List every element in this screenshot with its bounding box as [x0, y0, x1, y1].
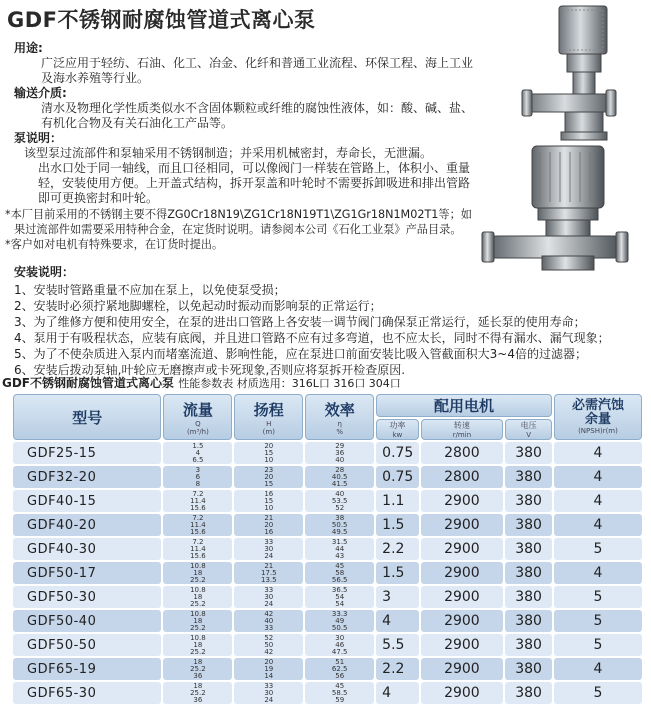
- speed-cell: 2800: [421, 466, 504, 488]
- table-row: [13, 466, 642, 488]
- model-cell: GDF65-30: [13, 682, 161, 704]
- power-cell: 1.5: [376, 514, 418, 536]
- uses-heading: 用途:: [14, 41, 43, 55]
- speed-cell: 2900: [421, 610, 504, 632]
- voltage-cell: 380: [505, 514, 552, 536]
- voltage-cell: 380: [505, 538, 552, 560]
- voltage-cell: 380: [505, 562, 552, 584]
- eff-cell: 28 40.5 41.5: [305, 466, 374, 488]
- head-cell: 33 30 24: [234, 586, 303, 608]
- power-cell: 4: [376, 610, 418, 632]
- uses-line: 及海水养殖等行业。: [41, 71, 150, 85]
- flow-cell: 7.2 11.4 15.6: [163, 490, 232, 512]
- npsh-cell: 5: [554, 682, 642, 704]
- pump-image-bottom: [480, 144, 630, 272]
- model-cell: GDF50-40: [13, 610, 161, 632]
- power-cell: 4: [376, 682, 418, 704]
- model-cell: GDF50-50: [13, 634, 161, 656]
- eff-cell: 31.5 44 43: [305, 538, 374, 560]
- install-item: 1、安装时管路重量不应加在泵上，以免使泵受损；: [14, 283, 286, 297]
- flow-cell: 10.8 18 25.2: [163, 634, 232, 656]
- table-row: [13, 658, 642, 680]
- header-model: 型号: [13, 394, 161, 440]
- install-item: 4、泵用于有吸程状态，应装有底阀，并且进口管路不应有过多弯道，也不应太长，同时不得有漏水、漏气现象；: [14, 331, 610, 345]
- speed-cell: 2900: [421, 586, 504, 608]
- flow-cell: 7.2 11.4 15.6: [163, 538, 232, 560]
- head-cell: 21 17.5 13.5: [234, 562, 303, 584]
- voltage-cell: 380: [505, 490, 552, 512]
- desc-line: 出水口处于同一轴线，而且口径相同，可以像阀门一样装在管路上，体积小、重量: [38, 161, 471, 175]
- model-cell: GDF40-20: [13, 514, 161, 536]
- install-item: 6、安装后拨动泵轴,叶轮应无磨擦声或卡死现象,否则应将泵拆开检查原因.: [14, 363, 406, 377]
- power-cell: 0.75: [376, 442, 418, 464]
- head-cell: 33 30 24: [234, 682, 303, 704]
- media-line: 清水及物理化学性质类似水不含固体颗粒或纤维的腐蚀性液体，如：酸、碱、盐、: [41, 101, 474, 115]
- table-row: [13, 442, 642, 464]
- head-cell: 33 30 24: [234, 538, 303, 560]
- flow-cell: 7.2 11.4 15.6: [163, 514, 232, 536]
- table-title: [2, 374, 401, 391]
- header-motor: 配用电机: [376, 394, 552, 417]
- voltage-cell: 380: [505, 682, 552, 704]
- head-cell: 20 15 10: [234, 442, 303, 464]
- model-cell: GDF65-19: [13, 658, 161, 680]
- header-npsh: 必需汽蚀 余量 (NPSH)r(m): [554, 394, 642, 440]
- table-row: [13, 586, 642, 608]
- install-item: 5、为了不使杂质进入泵内而堵塞流道、影响性能，应在泵进口前面安装比吸入管截面积大3~4倍的过滤器；: [14, 347, 587, 361]
- power-cell: 3: [376, 586, 418, 608]
- npsh-cell: 5: [554, 634, 642, 656]
- npsh-cell: 5: [554, 586, 642, 608]
- flow-cell: 3 6 8: [163, 466, 232, 488]
- install-heading: 安装说明：: [14, 265, 75, 279]
- flow-cell: 18 25.2 36: [163, 658, 232, 680]
- head-cell: 16 15 10: [234, 490, 303, 512]
- npsh-cell: 4: [554, 466, 642, 488]
- model-cell: GDF32-20: [13, 466, 161, 488]
- speed-cell: 2800: [421, 442, 504, 464]
- flow-cell: 10.8 18 25.2: [163, 586, 232, 608]
- power-cell: 5.5: [376, 634, 418, 656]
- table-row: [13, 634, 642, 656]
- flow-cell: 10.8 18 25.2: [163, 610, 232, 632]
- speed-cell: 2900: [421, 634, 504, 656]
- flow-cell: 1.5 4 6.5: [163, 442, 232, 464]
- eff-cell: 29 36 40: [305, 442, 374, 464]
- model-cell: GDF50-17: [13, 562, 161, 584]
- header-flow: 流量 Q (m³/h): [163, 394, 232, 440]
- header-power: 功率 kw: [376, 419, 418, 440]
- eff-cell: 38 50.5 49.5: [305, 514, 374, 536]
- power-cell: 1.1: [376, 490, 418, 512]
- voltage-cell: 380: [505, 610, 552, 632]
- note-line: *客户如对电机有特殊要求，在订货时提出。: [5, 238, 224, 251]
- eff-cell: 45 58 56.5: [305, 562, 374, 584]
- power-cell: 2.2: [376, 658, 418, 680]
- eff-cell: 45 58.5 59: [305, 682, 374, 704]
- flow-cell: 18 25.2 36: [163, 682, 232, 704]
- table-title-main: GDF不锈钢耐腐蚀管道式离心泵: [2, 376, 175, 390]
- npsh-cell: 4: [554, 490, 642, 512]
- install-item: 2、安装时必须拧紧地脚螺栓，以免起动时振动而影响泵的正常运行；: [14, 299, 382, 313]
- media-line: 有机化合物及有关石油化工产品等。: [41, 116, 234, 130]
- speed-cell: 2900: [421, 562, 504, 584]
- head-cell: 20 19 14: [234, 658, 303, 680]
- table-row: [13, 682, 642, 704]
- note-line: *本厂目前采用的不锈钢主要不得ZG0Cr18N19\ZG1Cr18N19T1\ZG1Gr18N1M02T1等；如: [5, 208, 472, 221]
- page-title: GDF不锈钢耐腐蚀管道式离心泵: [7, 8, 316, 32]
- model-cell: GDF40-30: [13, 538, 161, 560]
- power-cell: 0.75: [376, 466, 418, 488]
- flow-cell: 10.8 18 25.2: [163, 562, 232, 584]
- speed-cell: 2900: [421, 514, 504, 536]
- npsh-cell: 4: [554, 514, 642, 536]
- eff-cell: 40 53.5 52: [305, 490, 374, 512]
- eff-cell: 51 62.5 56: [305, 658, 374, 680]
- model-cell: GDF50-30: [13, 586, 161, 608]
- voltage-cell: 380: [505, 586, 552, 608]
- table-row: [13, 538, 642, 560]
- head-cell: 42 40 33: [234, 610, 303, 632]
- performance-table: [11, 392, 644, 706]
- speed-cell: 2900: [421, 490, 504, 512]
- speed-cell: 2900: [421, 682, 504, 704]
- note-line: 果过流部件如需要采用特种合金，在定货时说明。请参阅本公司《石化工业泵》产品目录。: [14, 223, 462, 236]
- head-cell: 21 20 16: [234, 514, 303, 536]
- npsh-cell: 4: [554, 658, 642, 680]
- pump-image-top: [521, 4, 617, 142]
- uses-line: 广泛应用于轻纺、石油、化工、冶金、化纤和普通工业流程、环保工程、海上工业: [41, 56, 474, 70]
- table-row: [13, 562, 642, 584]
- desc-line: 轻，安装使用方便。上开盖式结构，拆开泵盖和叶轮时不需要拆卸吸进和排出管路: [38, 176, 471, 190]
- head-cell: 23 20 15: [234, 466, 303, 488]
- table-row: [13, 514, 642, 536]
- voltage-cell: 380: [505, 634, 552, 656]
- table-title-sub: 性能参数表 材质选用：316L口 316口 304口: [178, 377, 401, 390]
- desc-heading: 泵说明：: [14, 131, 63, 145]
- voltage-cell: 380: [505, 658, 552, 680]
- voltage-cell: 380: [505, 442, 552, 464]
- header-voltage: 电压 V: [505, 419, 552, 440]
- eff-cell: 30 46 47.5: [305, 634, 374, 656]
- npsh-cell: 5: [554, 538, 642, 560]
- table-row: [13, 490, 642, 512]
- power-cell: 2.2: [376, 538, 418, 560]
- media-heading: 输送介质:: [14, 86, 67, 100]
- eff-cell: 36.5 54 54: [305, 586, 374, 608]
- speed-cell: 2900: [421, 538, 504, 560]
- power-cell: 1.5: [376, 562, 418, 584]
- npsh-cell: 5: [554, 610, 642, 632]
- header-speed: 转速 r/min: [421, 419, 504, 440]
- install-item: 3、为了维修方便和使用安全，在泵的进出口管路上各安装一调节阀门确保泵正常运行，延长泵的使用寿命；: [14, 315, 586, 329]
- desc-line: 该型泵过流部件和泵轴采用不锈钢制造；并采用机械密封，寿命长，无泄漏。: [24, 146, 433, 160]
- head-cell: 52 50 42: [234, 634, 303, 656]
- desc-line: 即可更换密封和叶轮。: [38, 191, 159, 205]
- npsh-cell: 4: [554, 442, 642, 464]
- model-cell: GDF25-15: [13, 442, 161, 464]
- speed-cell: 2900: [421, 658, 504, 680]
- voltage-cell: 380: [505, 466, 552, 488]
- header-efficiency: 效率 η %: [305, 394, 374, 440]
- header-head: 扬程 H (m): [234, 394, 303, 440]
- npsh-cell: 4: [554, 562, 642, 584]
- eff-cell: 33.3 49 50.5: [305, 610, 374, 632]
- model-cell: GDF40-15: [13, 490, 161, 512]
- table-row: [13, 610, 642, 632]
